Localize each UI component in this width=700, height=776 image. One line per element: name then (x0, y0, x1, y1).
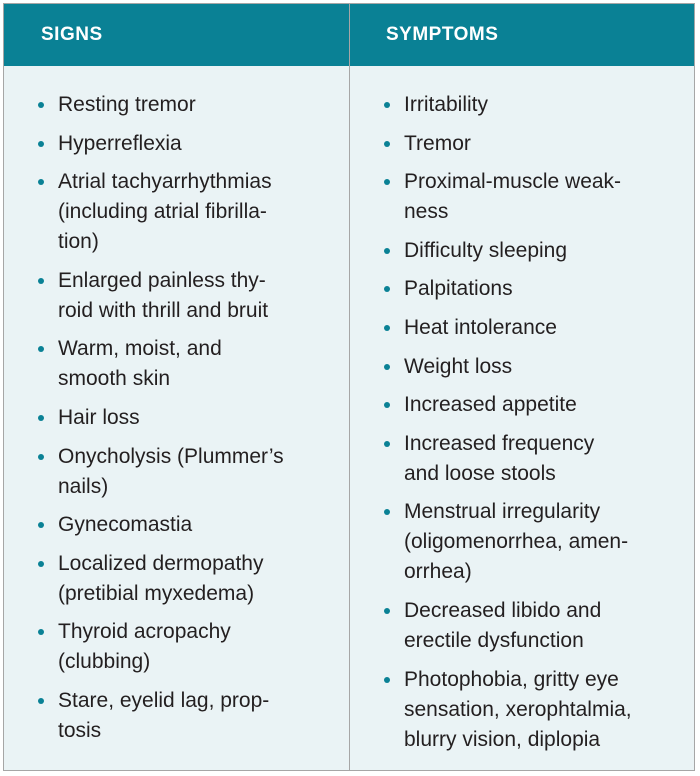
list-item-line: sensation, xerophtalmia, (404, 697, 632, 721)
symptom-item (384, 167, 654, 227)
list-item-line: (clubbing) (58, 650, 151, 674)
bullet-icon (38, 141, 44, 147)
list-item-line: nails) (58, 474, 109, 498)
symptom-item (384, 274, 654, 304)
bullet-icon (38, 346, 44, 352)
bullet-icon (384, 286, 390, 292)
list-item-line: Heat intolerance (404, 315, 557, 339)
bullet-icon (384, 141, 390, 147)
list-item-line: Tremor (404, 131, 471, 155)
list-item-line: Photophobia, gritty eye (404, 667, 619, 691)
bullet-icon (384, 608, 390, 614)
list-item-line: Localized dermopathy (58, 551, 264, 575)
list-item-line: smooth skin (58, 367, 171, 391)
bullet-icon (38, 629, 44, 635)
symptom-item (384, 313, 654, 343)
sign-item (38, 266, 308, 326)
sign-item (38, 90, 308, 120)
bullet-icon (384, 402, 390, 408)
symptom-item (384, 497, 654, 587)
list-item-line: Palpitations (404, 277, 513, 301)
signs-symptoms-table (3, 3, 695, 771)
symptom-item (384, 352, 654, 382)
bullet-icon (38, 102, 44, 108)
bullet-icon (38, 278, 44, 284)
bullet-icon (384, 179, 390, 185)
list-item-line: orrhea) (404, 560, 472, 584)
list-item-line: ness (404, 200, 449, 224)
list-item-line: Menstrual irregularity (404, 500, 601, 524)
bullet-icon (38, 179, 44, 185)
list-item-line: Weight loss (404, 354, 513, 378)
list-item-line: Resting tremor (58, 93, 196, 116)
symptom-item (384, 665, 654, 755)
symptom-item (384, 596, 654, 656)
bullet-icon (38, 522, 44, 528)
sign-item (38, 334, 308, 394)
bullet-icon (384, 677, 390, 683)
symptoms-list (384, 90, 654, 763)
symptom-item (384, 129, 654, 159)
bullet-icon (384, 441, 390, 447)
list-item-line: Proximal-muscle weak- (404, 170, 622, 194)
list-item-line: Enlarged painless thy- (58, 268, 266, 292)
list-item-line: blurry vision, diplopia (404, 727, 601, 751)
sign-item (38, 442, 308, 502)
sign-item (38, 549, 308, 609)
bullet-icon (38, 454, 44, 460)
list-item-line: (pretibial myxedema) (58, 581, 255, 605)
list-item-line: Hyperreflexia (58, 131, 182, 155)
sign-item (38, 129, 308, 159)
symptom-item (384, 90, 654, 120)
signs-header: SIGNS (41, 24, 103, 45)
list-item-line: Stare, eyelid lag, prop- (58, 688, 270, 712)
sign-item (38, 403, 308, 433)
symptoms-header: SYMPTOMS (386, 24, 499, 45)
symptom-item (384, 429, 654, 489)
list-item-line: Irritability (404, 93, 489, 116)
bullet-icon (384, 102, 390, 108)
list-item-line: erectile dysfunction (404, 628, 584, 652)
list-item-line: (including atrial fibrilla- (58, 200, 267, 224)
list-item-line: Increased appetite (404, 393, 577, 417)
sign-item (38, 617, 308, 677)
list-item-line: roid with thrill and bruit (58, 298, 269, 322)
signs-list (38, 90, 308, 755)
list-item-line: tion) (58, 230, 99, 254)
sign-item (38, 510, 308, 540)
list-item-line: Onycholysis (Plummer’s (58, 444, 284, 468)
bullet-icon (38, 698, 44, 704)
list-item-line: Increased frequency (404, 431, 595, 455)
sign-item (38, 167, 308, 257)
list-item-line: (oligomenorrhea, amen- (404, 530, 629, 554)
list-item-line: Decreased libido and (404, 598, 602, 622)
list-item-line: Thyroid acropachy (58, 620, 231, 644)
list-item-line: tosis (58, 718, 102, 742)
list-item-line: Warm, moist, and (58, 337, 222, 361)
bullet-icon (384, 509, 390, 515)
bullet-icon (384, 364, 390, 370)
bullet-icon (38, 561, 44, 567)
symptom-item (384, 236, 654, 266)
list-item-line: Hair loss (58, 405, 140, 429)
list-item-line: Gynecomastia (58, 513, 193, 537)
list-item-line: Atrial tachyarrhythmias (58, 170, 272, 194)
sign-item (38, 686, 308, 746)
list-item-line: and loose stools (404, 461, 556, 485)
bullet-icon (384, 248, 390, 254)
bullet-icon (38, 415, 44, 421)
bullet-icon (384, 325, 390, 331)
list-item-line: Difficulty sleeping (404, 238, 568, 262)
symptom-item (384, 390, 654, 420)
column-divider (349, 4, 350, 770)
